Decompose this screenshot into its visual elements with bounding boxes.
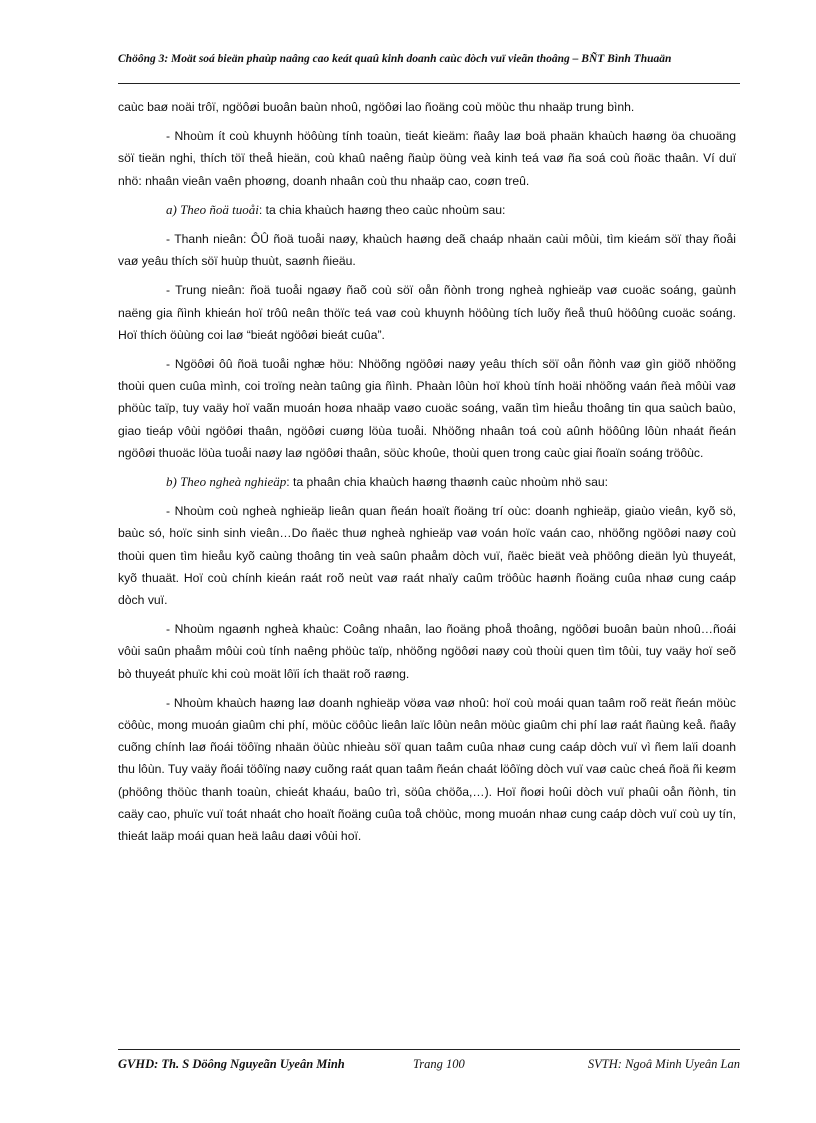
paragraph-text: - Nhoùm khaùch haøng laø doanh nghieäp vöøa vaø nhoû: hoï coù moái quan taâm roõ reät ñeán möùc cöôùc, mong muoán giaûm chi phí, möùc cöôùc lieân laïc lôùn neân möùc giaûm chi phí laø raát ñaùng keå. ñaây cuõng chính laø ñoái töôïng nhaän öùùc nhieàu söï quan taâm cuûa nhaø cung caáp dòch vuï vì ñem laïi doanh thu lôùn. Tuy vaäy ñoái töôïng naøy cuõng raát quan taâm ñeán chaát löôïng dòch vuï vaø caùc cheá ñoä ñi keøm (phöông thöùc thanh toaùn, chieát khaáu, baûo trì, söûa chöõa,…). Hoï ñoøi hoûi dòch vuï phaûi oån ñònh, tin caäy cao, phuïc vuï toát nhaát cho hoaït ñoäng cuûa toå chöùc, mong muoán nhaø cung caáp dòch vuï coù uy tín, thieát laäp moái quan heä laâu daøi vôùi hoï. [118, 695, 736, 844]
paragraph-text: - Trung nieân: ñoä tuoåi ngaøy ñaõ coù söï oån ñònh trong ngheà nghieäp vaø cuoäc soáng, gaùnh naëng gia ñình khieán hoï trôû neân thöïc teá vaø coù khuynh höôùng tích luõy ñeå thuû höôûng cuoäc soáng. Hoï thích öùùng coi laø “bieát ngöôøi bieát cuûa”. [118, 283, 736, 342]
paragraph-text: - Nhoùm ngaønh ngheà khaùc: Coâng nhaân, lao ñoäng phoå thoâng, ngöôøi buoân baùn nhoû…ñoái vôùi saûn phaåm môùi coù tính naêng phöùc taïp, nhöõng ngöôøi naøy coù thoùi quen tìm tôùi, tuy vaäy hoï seõ bò thuyeát phuïc khi coù moät lôïi ích thaät roõ raøng. [118, 622, 736, 681]
page-footer [118, 1057, 740, 1073]
paragraph-text: - Ngöôøi ôû ñoä tuoåi nghæ höu: Nhöõng ngöôøi naøy yeâu thích söï oån ñònh vaø gìn giöõ nhöõng thoùi quen cuûa mình, coi troïng neàn taûng gia ñình. Phaàn lôùn hoï khoù tính hoäi nhöõng vaán ñeà môùi vaø phöùc taïp, tuy vaäy hoï vaãn muoán hoøa nhaäp vaøo cuoäc soáng, vaãn tìm hieåu thoâng tin qua saùch baùo, giao tieáp vôùi ngöôøi thaân, ngöôøi cuøng löùa tuoåi. Nhöõng nhaân toá coù aûnh höôûng lôùn nhaát ñeán ngöôøi thuoäc löùa tuoåi naøy laø ngöôøi thaân, söùc khoûe, thoùi quen trong caùc giai ñoaïn soáng tröôùc. [118, 357, 736, 460]
paragraph-text: - Nhoùm coù ngheà nghieäp lieân quan ñeán hoaït ñoäng trí oùc: doanh nghieäp, giaùo vieân, kyõ sö, baùc só, hoïc sinh sinh vieân…Do ñaëc thuø ngheà nghieäp vaø voán hoïc vaán cao, nhöõng ngöôøi naøy coù thoùi quen tìm hieåu kyõ caùng thoâng tin veà saûn phaåm dòch vuï, ñaëc bieät veà phöông dieän lyù thuyeát, kyõ thuaät. Hoï coù chính kieán raát roõ neùt vaø raát nhaïy caûm tröôùc haønh ñoäng cuûa nhaø cung caáp dòch vuï. [118, 504, 736, 608]
paragraph-8 [118, 500, 736, 611]
paragraph-text: : ta phaân chia khaùch haøng thaønh caùc nhoùm nhö sau: [286, 475, 609, 490]
subheading-lead: b) Theo ngheà nghieäp [166, 474, 287, 490]
page-header: Chöông 3: Moät soá bieän phaùp naâng cao keát quaû kinh doanh caùc dòch vuï vieãn thoâng – BÑT Bình Thuaän [118, 53, 672, 65]
paragraph-text: : ta chia khaùch haøng theo caùc nhoùm sau: [258, 202, 506, 217]
paragraph-10 [118, 692, 736, 847]
paragraph-1 [118, 96, 736, 118]
footer-student: SVTH: Ngoâ Minh Uyeân Lan [587, 1057, 740, 1071]
footer-divider [118, 1049, 740, 1050]
paragraph-2 [118, 125, 736, 192]
paragraph-5 [118, 279, 736, 346]
paragraph-9 [118, 618, 736, 685]
paragraph-text: - Nhoùm ít coù khuynh höôùng tính toaùn, tieát kieäm: ñaây laø boä phaän khaùch haøng öa chuoäng söï tieän nghi, thích töï theå hieän, coù khaû naêng ñaùp öùng veà kinh teá vaø ña soá coù ñoäc thaân. Ví duï nhö: nhaân vieân vaên phoøng, doanh nhaân coù thu nhaäp cao, coøn treû. [118, 129, 736, 188]
paragraph-4 [118, 228, 736, 272]
page-number: Trang 100 [413, 1057, 465, 1071]
paragraph-6 [118, 353, 736, 464]
paragraph-text: caùc baø noäi trôï, ngöôøi buoân baùn nhoû, ngöôøi lao ñoäng coù möùc thu nhaäp trung bình. [118, 100, 635, 114]
subheading-lead: a) Theo ñoä tuoåi [166, 201, 259, 217]
footer-advisor: GVHD: Th. S Döông Nguyeãn Uyeân Minh [118, 1057, 345, 1071]
paragraph-text: - Thanh nieân: ÔÛ ñoä tuoåi naøy, khaùch haøng deã chaáp nhaän caùi môùi, tìm kieám söï thay ñoåi vaø yeâu thích söï huùp thuùt, saønh ñieäu. [118, 232, 736, 269]
header-divider [118, 83, 740, 84]
page-body [118, 96, 736, 854]
subheading-age [118, 199, 736, 221]
subheading-occupation [118, 471, 736, 493]
